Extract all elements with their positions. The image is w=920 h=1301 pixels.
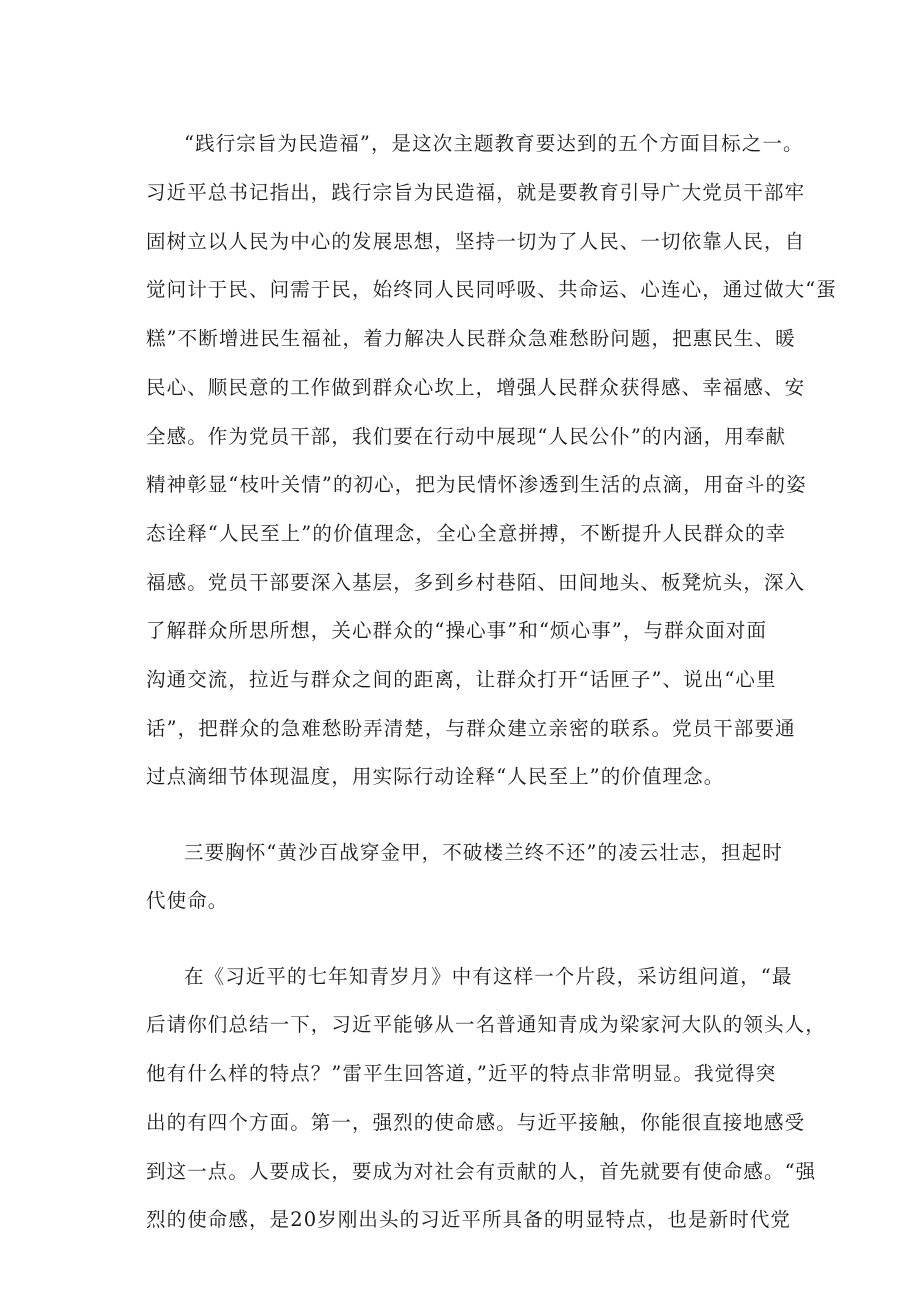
text-line: 到这一点。人要成长，要成为对社会有贡献的人，首先就要有使命感。“强 (146, 1160, 817, 1183)
text-line: 烈的使命感，是20岁刚出头的习近平所具备的明显特点，也是新时代党 (146, 1208, 792, 1231)
text-line: 沟通交流，拉近与群众之间的距离，让群众打开“话匣子”、说出“心里 (146, 668, 777, 691)
text-line: 三要胸怀“黄沙百战穿金甲，不破楼兰终不还”的凌云壮志，担起时 (184, 841, 783, 864)
text-line: 在《习近平的七年知青岁月》中有这样一个片段，采访组问道，“最 (184, 965, 793, 988)
text-line: 固树立以人民为中心的发展思想，坚持一切为了人民、一切依靠人民，自 (146, 230, 806, 253)
text-line: 糕”不断增进民生福祉，着力解决人民群众急难愁盼问题，把惠民生、暖 (146, 327, 796, 350)
text-line: 态诠释“人民至上”的价值理念，全心全意拼搏，不断提升人民群众的幸 (146, 522, 787, 545)
text-line: 后请你们总结一下，习近平能够从一名普通知青成为梁家河大队的领头人， (146, 1013, 826, 1036)
text-line: 他有什么样的特点？”雷平生回答道，”近平的特点非常明显。我觉得突 (146, 1062, 777, 1085)
text-line: 了解群众所思所想，关心群众的“操心事”和“烦心事”，与群众面对面 (146, 619, 768, 642)
text-line: 话”，把群众的急难愁盼弄清楚，与群众建立亲密的联系。党员干部要通 (146, 717, 796, 740)
text-line: 出的有四个方面。第一，强烈的使命感。与近平接触，你能很直接地感受 (146, 1111, 806, 1134)
text-line: “践行宗旨为民造福”，是这次主题教育要达到的五个方面目标之一。 (184, 132, 804, 155)
text-line: 民心、顺民意的工作做到群众心坎上，增强人民群众获得感、幸福感、安 (146, 376, 806, 399)
text-line: 过点滴细节体现温度，用实际行动诠释“人民至上”的价值理念。 (146, 765, 725, 788)
text-line: 全感。作为党员干部，我们要在行动中展现“人民公仆”的内涵，用奉献 (146, 425, 787, 448)
text-line: 福感。党员干部要深入基层，多到乡村巷陌、田间地头、板凳炕头，深入 (146, 571, 806, 594)
text-line: 精神彰显“枝叶关情”的初心，把为民情怀渗透到生活的点滴，用奋斗的姿 (146, 473, 807, 496)
text-line: 代使命。 (146, 889, 229, 912)
text-line: 觉问计于民、问需于民，始终同人民同呼吸、共命运、心连心，通过做大“蛋 (146, 278, 837, 301)
text-line: 习近平总书记指出，践行宗旨为民造福，就是要教育引导广大党员干部牢 (146, 181, 806, 204)
